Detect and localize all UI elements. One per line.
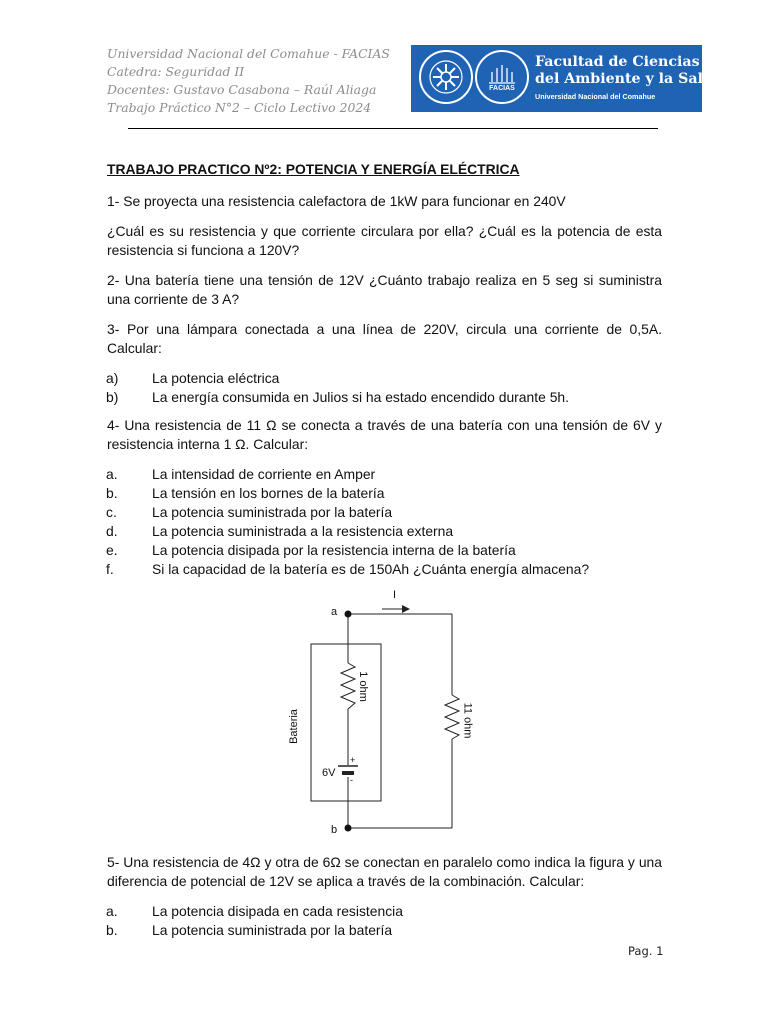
list-item: [107, 388, 662, 407]
exercise-3: 3- Por una lámpara conectada a una línea de 220V, circula una corriente de 0,5A. Calcular:: [107, 321, 662, 356]
logo-line-2: del Ambiente y la Salud: [535, 71, 724, 87]
exercise-1-question: ¿Cuál es su resistencia y que corriente circulara por ella? ¿Cuál es la potencia de esta resistencia si funciona a 120V?: [107, 223, 662, 258]
logo-faculty-name: [535, 54, 723, 88]
exercise-5: 5- Una resistencia de 4Ω y otra de 6Ω se conectan en paralelo como indica la figura y una diferencia de potencial de 12V se aplica a través de la combinación. Calcular:: [107, 854, 662, 889]
exercise-3-items: [107, 369, 662, 407]
node-a-label: a: [331, 606, 338, 618]
exercise-2: 2- Una batería tiene una tensión de 12V ¿Cuánto trabajo realiza en 5 seg si suministra una corriente de 3 A?: [107, 272, 662, 307]
university-seal-icon: [419, 50, 473, 104]
list-item: [107, 541, 662, 560]
page-title: TRABAJO PRACTICO Nº2: POTENCIA Y ENERGÍA ELÉCTRICA: [107, 161, 520, 177]
header-teachers: Docentes: Gustavo Casabona – Raúl Aliaga: [107, 82, 377, 97]
list-item: [107, 503, 662, 522]
list-item-text: La tensión en los bornes de la batería: [152, 485, 385, 501]
header-divider: [128, 128, 658, 129]
node-a-dot: [345, 611, 352, 618]
exercise-5-items: [107, 902, 662, 940]
header-course: Catedra: Seguridad II: [107, 64, 245, 79]
node-b-dot: [345, 825, 352, 832]
list-item: [107, 560, 662, 579]
faculty-logo: [411, 45, 724, 112]
list-marker: a.: [106, 466, 118, 482]
list-marker: a): [106, 370, 119, 386]
list-marker: b.: [106, 485, 118, 501]
logo-subtitle: Universidad Nacional del Comahue: [535, 92, 656, 101]
exercise-4-items: [107, 465, 662, 579]
list-marker: e.: [106, 542, 118, 558]
exercise-4: 4- Una resistencia de 11 Ω se conecta a través de una batería con una tensión de 6V y resistencia interna 1 Ω. Calcular:: [107, 417, 662, 452]
external-resistor-label: 11 ohm: [461, 702, 474, 739]
page-number: Pag. 1: [628, 944, 664, 958]
document-header: [107, 45, 397, 117]
list-item: [107, 522, 662, 541]
internal-resistor-label: 1 ohm: [356, 671, 369, 702]
list-marker: b): [106, 389, 119, 405]
list-item: [107, 369, 662, 388]
logo-line-1: Facultad de Ciencias: [535, 54, 700, 70]
list-item-text: La potencia disipada por la resistencia interna de la batería: [152, 542, 516, 558]
list-marker: d.: [106, 523, 118, 539]
list-item-text: La potencia eléctrica: [152, 370, 280, 386]
list-item-text: Si la capacidad de la batería es de 150Ah ¿Cuánta energía almacena?: [152, 561, 590, 577]
logo-seal-text: FACIAS: [489, 85, 515, 92]
list-marker: a.: [106, 903, 118, 919]
list-item-text: La potencia suministrada por la batería: [152, 922, 393, 938]
list-item-text: La intensidad de corriente en Amper: [152, 466, 376, 482]
list-item-text: La energía consumida en Julios si ha estado encendido durante 5h.: [152, 389, 570, 405]
facias-seal-icon: [475, 50, 529, 104]
header-assignment: Trabajo Práctico N°2 – Ciclo Lectivo 2024: [107, 100, 372, 115]
list-marker: f.: [106, 561, 114, 577]
exercise-1: 1- Se proyecta una resistencia calefactora de 1kW para funcionar en 240V: [107, 193, 566, 209]
list-item-text: La potencia disipada en cada resistencia: [152, 903, 403, 919]
circuit-diagram: [107, 583, 662, 840]
node-b-label: b: [331, 824, 338, 836]
list-marker: c.: [106, 504, 117, 520]
battery-box-label: Bateria: [287, 709, 300, 744]
document-body: [107, 155, 662, 949]
current-label: I: [393, 589, 397, 601]
list-item: [107, 921, 662, 940]
battery-plus-label: +: [350, 755, 356, 765]
list-item-text: La potencia suministrada a la resistencia externa: [152, 523, 454, 539]
list-item: [107, 465, 662, 484]
list-item: [107, 484, 662, 503]
header-university: Universidad Nacional del Comahue - FACIAS: [107, 46, 390, 61]
list-item-text: La potencia suministrada por la batería: [152, 504, 393, 520]
battery-voltage-label: 6V: [322, 767, 336, 779]
list-item: [107, 902, 662, 921]
list-marker: b.: [106, 922, 118, 938]
battery-minus-label: -: [350, 775, 353, 785]
